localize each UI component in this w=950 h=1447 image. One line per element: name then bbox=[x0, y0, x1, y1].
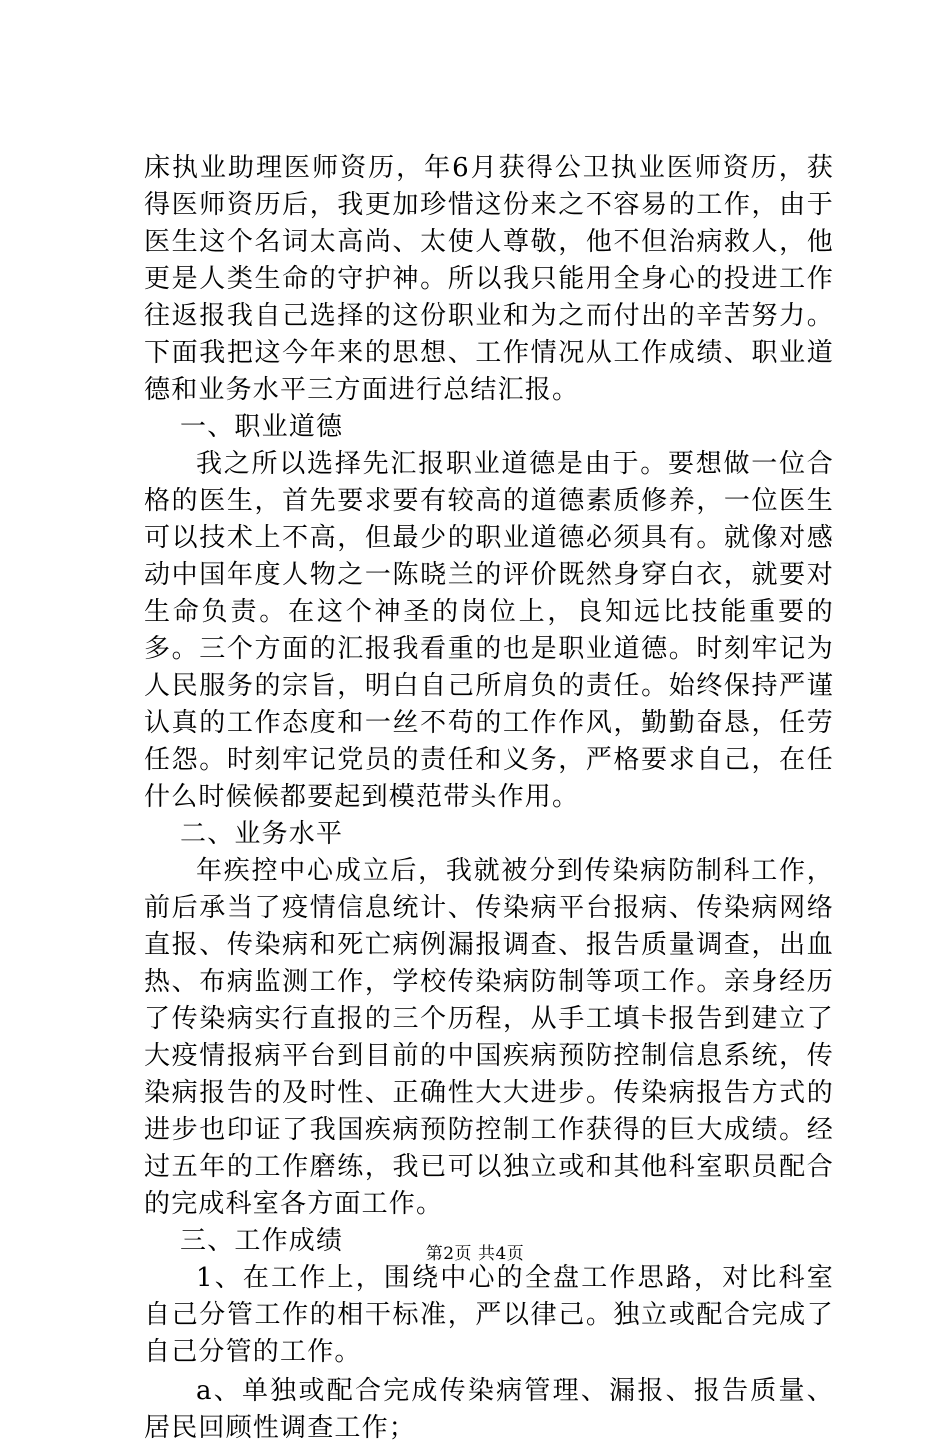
paragraph-professional-level: 年疾控中心成立后，我就被分到传染病防制科工作，前后承当了疫情信息统计、传染病平台报病、传染病网络直报、传染病和死亡病例漏报调查、报告质量调查，出血热、布病监测工作，学校传染病防制等项工作。亲身经历了传染病实行直报的三个历程，从手工填卡报告到建立了大疫情报病平台到目前的中国疾病预防控制信息系统，传染病报告的及时性、正确性大大进步。传染病报告方式的进步也印证了我国疾病预防控制工作获得的巨大成绩。经过五年的工作磨练，我已可以独立或和其他科室职员配合的完成科室各方面工作。 bbox=[144, 856, 834, 1219]
section-heading-professional-level: 二、业务水平 bbox=[180, 819, 344, 849]
paragraph-professional-ethics: 我之所以选择先汇报职业道德是由于。要想做一位合格的医生，首先要求要有较高的道德素质修养，一位医生可以技术上不高，但最少的职业道德必须具有。就像对感动中国年度人物之一陈晓兰的评价既然身穿白衣，就要对生命负责。在这个神圣的岗位上，良知远比技能重要的多。三个方面的汇报我看重的也是职业道德。时刻牢记为人民服务的宗旨，明白自己所肩负的责任。始终保持严谨认真的工作态度和一丝不苟的工作作风，勤勤奋恳，任劳任怨。时刻牢记党员的责任和义务，严格要求自己，在任什么时候候都要起到模范带头作用。 bbox=[144, 449, 834, 812]
paragraph-work-item-a: a、单独或配合完成传染病管理、漏报、报告质量、居民回顾性调查工作； bbox=[144, 1376, 834, 1443]
section-heading-work-achievements: 三、工作成绩 bbox=[180, 1226, 344, 1256]
page-footer: 第2页 共4页 bbox=[425, 1244, 525, 1264]
section-heading-professional-ethics: 一、职业道德 bbox=[180, 412, 344, 442]
paragraph-continuation: 床执业助理医师资历，年6月获得公卫执业医师资历，获得医师资历后，我更加珍惜这份来之不容易的工作，由于医生这个名词太高尚、太使人尊敬，他不但治病救人，他更是人类生命的守护神。所以我只能用全身心的投进工作往返报我自己选择的这份职业和为之而付出的辛苦努力。下面我把这今年来的思想、工作情况从工作成绩、职业道德和业务水平三方面进行总结汇报。 bbox=[144, 153, 834, 405]
paragraph-work-item-1: 1、在工作上，围绕中心的全盘工作思路，对比科室自己分管工作的相干标准，严以律己。独立或配合完成了自己分管的工作。 bbox=[144, 1263, 834, 1367]
